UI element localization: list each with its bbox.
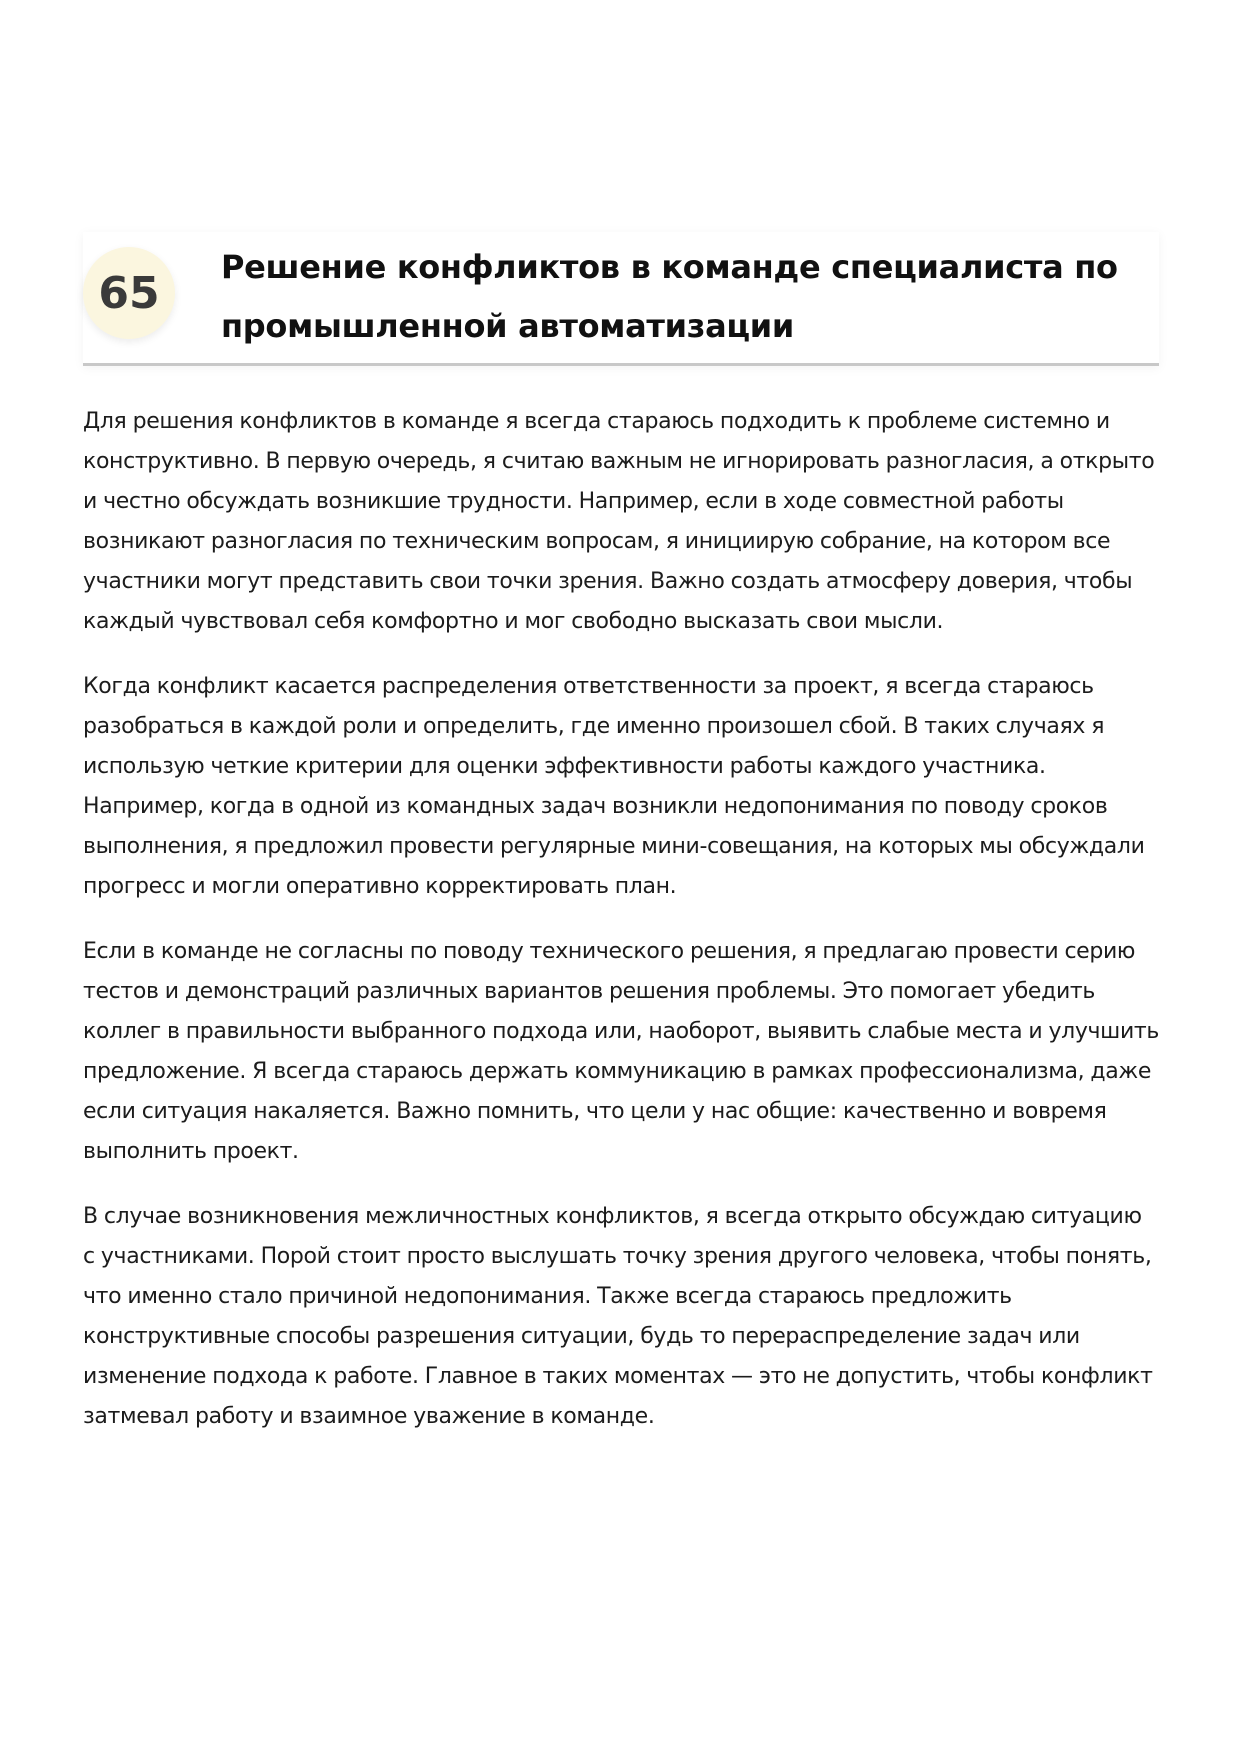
paragraph: Когда конфликт касается распределения ответственности за проект, я всегда стараюсь разобраться в каждой роли и определить, где именно произошел сбой. В таких случаях я использую четкие критерии для оценки эффективности работы каждого участника. Например, когда в одной из командных задач возникли недопонимания по поводу сроков выполнения, я предложил провести регулярные мини-совещания, на которых мы обсуждали прогресс и могли оперативно корректировать план. — [83, 674, 1145, 899]
section-title: Решение конфликтов в команде специалиста по промышленной автоматизации — [221, 248, 1118, 345]
section-body — [83, 402, 1159, 1462]
section-header — [83, 232, 1159, 366]
document-page — [83, 0, 1159, 1753]
paragraph: Если в команде не согласны по поводу технического решения, я предлагаю провести серию тестов и демонстраций различных вариантов решения проблемы. Это помогает убедить коллег в правильности выбранного подхода или, наоборот, выявить слабые места и улучшить предложение. Я всегда стараюсь держать коммуникацию в рамках профессионализма, даже если ситуация накаляется. Важно помнить, что цели у нас общие: качественно и вовремя выполнить проект. — [83, 939, 1159, 1164]
paragraph: В случае возникновения межличностных конфликтов, я всегда открыто обсуждаю ситуацию с участниками. Порой стоит просто выслушать точку зрения другого человека, чтобы понять, что именно стало причиной недопонимания. Также всегда стараюсь предложить конструктивные способы разрешения ситуации, будь то перераспределение задач или изменение подхода к работе. Главное в таких моментах — это не допустить, чтобы конфликт затмевал работу и взаимное уважение в команде. — [83, 1204, 1153, 1429]
paragraph: Для решения конфликтов в команде я всегда стараюсь подходить к проблеме системно и конструктивно. В первую очередь, я считаю важным не игнорировать разногласия, а открыто и честно обсуждать возникшие трудности. Например, если в ходе совместной работы возникают разногласия по техническим вопросам, я инициирую собрание, на котором все участники могут представить свои точки зрения. Важно создать атмосферу доверия, чтобы каждый чувствовал себя комфортно и мог свободно высказать свои мысли. — [83, 409, 1155, 634]
section-number-badge: 65 — [83, 247, 175, 339]
